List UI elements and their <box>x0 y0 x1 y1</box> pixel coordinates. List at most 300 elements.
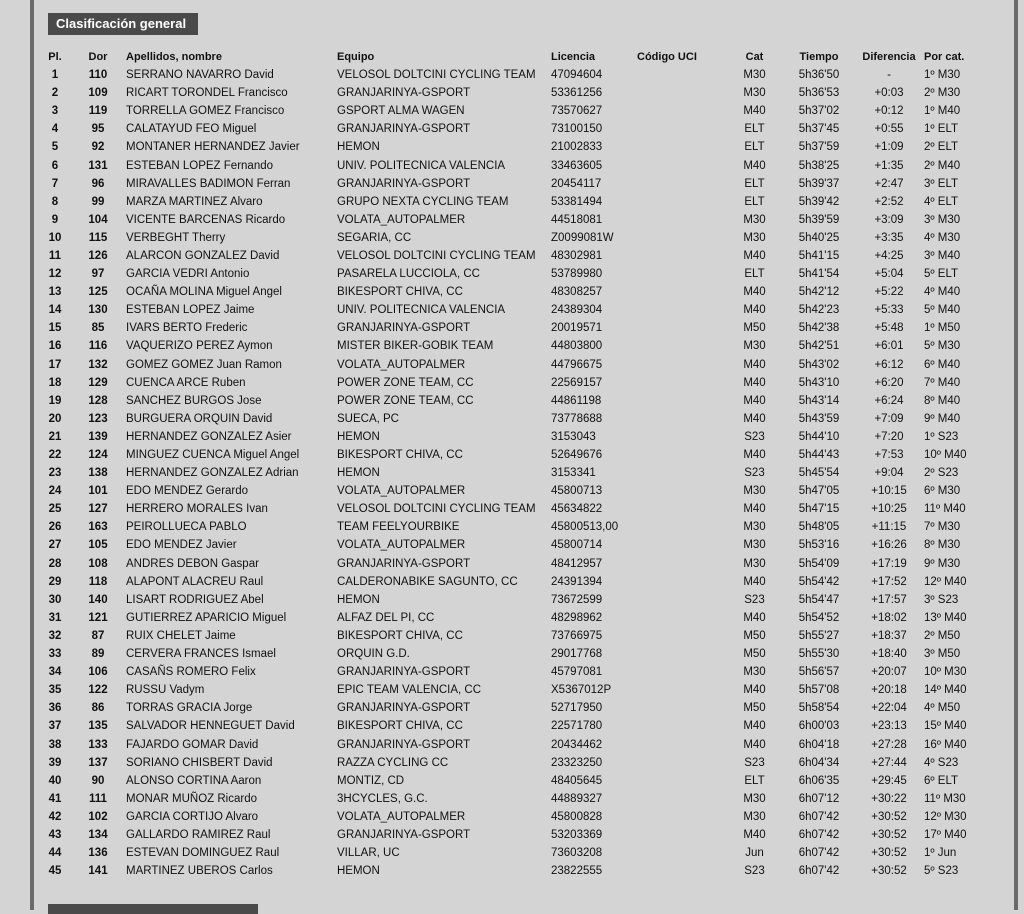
cell-licencia: 48302981 <box>551 249 603 262</box>
cell-category: M30 <box>743 87 766 100</box>
cell-category: M50 <box>743 322 766 335</box>
cell-uci <box>637 735 729 753</box>
cell-time: 6h06'35 <box>798 774 840 787</box>
cell-position: 13 <box>48 286 62 299</box>
cell-uci <box>637 772 729 790</box>
cell-category: S23 <box>744 467 765 480</box>
cell-name: ALAPONT ALACREU Raul <box>126 575 264 588</box>
cell-gap: +30:52 <box>871 847 907 860</box>
cell-bib: 163 <box>88 521 108 534</box>
cell-name: MONTANER HERNANDEZ Javier <box>126 141 300 154</box>
cell-gap: +29:45 <box>871 774 907 787</box>
cell-uci <box>637 482 729 500</box>
cell-gap: +3:35 <box>874 231 904 244</box>
cell-gap: +30:52 <box>871 810 907 823</box>
cell-position: 21 <box>48 430 62 443</box>
cell-uci <box>637 265 729 283</box>
table-row <box>40 735 979 753</box>
cell-name: LISART RODRIGUEZ Abel <box>126 593 264 606</box>
cell-team: VELOSOL DOLTCINI CYCLING TEAM <box>337 69 536 82</box>
cell-uci <box>637 826 729 844</box>
cell-gap: +20:07 <box>871 666 907 679</box>
cell-bib: 141 <box>88 865 108 878</box>
cell-name: VERBEGHT Therry <box>126 231 226 244</box>
cell-licencia: 3153341 <box>551 467 596 480</box>
cell-bib: 101 <box>88 485 108 498</box>
cell-licencia: 73570627 <box>551 105 603 118</box>
cell-category: M40 <box>743 611 766 624</box>
cell-time: 5h37'02 <box>798 105 840 118</box>
cell-category: M40 <box>743 684 766 697</box>
cell-bib: 119 <box>88 105 108 118</box>
cell-position: 36 <box>48 702 62 715</box>
table-row <box>40 337 979 355</box>
cell-team: GRANJARINYA-GSPORT <box>337 123 471 136</box>
cell-bib: 130 <box>88 304 108 317</box>
cell-licencia: 73766975 <box>551 629 603 642</box>
cell-uci <box>637 156 729 174</box>
col-header-dor: Dor <box>88 51 108 63</box>
cell-bib: 95 <box>91 123 105 136</box>
cell-position: 24 <box>48 485 62 498</box>
cell-team: HEMON <box>337 430 380 443</box>
cell-time: 5h54'09 <box>798 557 840 570</box>
cell-gap: +1:35 <box>874 159 904 172</box>
cell-team: VOLATA_AUTOPALMER <box>337 358 466 371</box>
cell-gap: +3:09 <box>874 213 904 226</box>
cell-name: MINGUEZ CUENCA Miguel Angel <box>126 449 300 462</box>
col-header-tiempo: Tiempo <box>799 51 839 63</box>
cell-uci <box>637 536 729 554</box>
cell-name: GOMEZ GOMEZ Juan Ramon <box>126 358 282 371</box>
table-row <box>40 790 979 808</box>
cell-time: 6h04'34 <box>798 756 840 769</box>
cell-bib: 126 <box>88 249 108 262</box>
cell-position: 25 <box>48 503 62 516</box>
cell-gap: +7:53 <box>874 449 904 462</box>
col-header-name: Apellidos, nombre <box>126 51 222 63</box>
cell-gap: +4:25 <box>874 249 904 262</box>
cell-gap: +6:01 <box>874 340 904 353</box>
cell-position: 8 <box>51 195 59 208</box>
cell-licencia: 73778688 <box>551 412 603 425</box>
cell-team: TEAM FEELYOURBIKE <box>337 521 460 534</box>
cell-position: 7 <box>51 177 59 190</box>
cell-team: VELOSOL DOLTCINI CYCLING TEAM <box>337 503 536 516</box>
cell-time: 5h40'25 <box>798 231 840 244</box>
cell-licencia: 22571780 <box>551 720 603 733</box>
cell-position: 9 <box>51 213 59 226</box>
cell-position: 34 <box>48 666 62 679</box>
cell-category-rank: 2º ELT <box>924 141 959 154</box>
cell-gap: +6:24 <box>874 394 904 407</box>
cell-licencia: 24389304 <box>551 304 603 317</box>
cell-category-rank: 9º M40 <box>924 412 961 425</box>
cell-category: M50 <box>743 629 766 642</box>
cell-category-rank: 11º M40 <box>924 503 966 516</box>
cell-uci <box>637 319 729 337</box>
cell-bib: 135 <box>88 720 108 733</box>
cell-category: M30 <box>743 539 766 552</box>
cell-category: S23 <box>744 756 765 769</box>
cell-uci <box>637 102 729 120</box>
cell-category-rank: 4º M50 <box>924 702 961 715</box>
cell-category-rank: 8º M40 <box>924 394 961 407</box>
cell-time: 5h47'15 <box>798 503 840 516</box>
cell-category: M40 <box>743 105 766 118</box>
cell-time: 5h43'02 <box>798 358 840 371</box>
cell-position: 29 <box>48 575 62 588</box>
cell-time: 6h00'03 <box>798 720 840 733</box>
table-row <box>40 265 979 283</box>
cell-time: 6h07'42 <box>798 810 840 823</box>
cell-position: 2 <box>51 87 59 100</box>
cell-team: POWER ZONE TEAM, CC <box>337 376 474 389</box>
cell-name: RUIX CHELET Jaime <box>126 629 236 642</box>
cell-time: 5h54'42 <box>798 575 840 588</box>
cell-position: 43 <box>48 828 62 841</box>
cell-bib: 136 <box>88 847 108 860</box>
cell-category: Jun <box>745 847 764 860</box>
cell-uci <box>637 247 729 265</box>
cell-uci <box>637 627 729 645</box>
cell-team: GRANJARINYA-GSPORT <box>337 557 471 570</box>
cell-team: POWER ZONE TEAM, CC <box>337 394 474 407</box>
section-title: Clasificación general <box>48 13 198 35</box>
cell-gap: - <box>887 69 891 82</box>
cell-position: 11 <box>48 249 62 262</box>
cell-category: M30 <box>743 231 766 244</box>
cell-uci <box>637 392 729 410</box>
cell-name: PEIROLLUECA PABLO <box>126 521 247 534</box>
cell-category-rank: 2º M40 <box>924 159 961 172</box>
cell-position: 30 <box>48 593 62 606</box>
cell-uci <box>637 573 729 591</box>
cell-name: EDO MENDEZ Gerardo <box>126 485 249 498</box>
cell-bib: 97 <box>91 268 105 281</box>
cell-category-rank: 5º M30 <box>924 340 961 353</box>
cell-time: 5h38'25 <box>798 159 840 172</box>
cell-team: GRANJARINYA-GSPORT <box>337 87 471 100</box>
cell-category-rank: 7º M30 <box>924 521 961 534</box>
cell-name: ANDRES DEBON Gaspar <box>126 557 259 570</box>
cell-position: 44 <box>48 847 62 860</box>
cell-category-rank: 3º M30 <box>924 213 961 226</box>
cell-category-rank: 1º M30 <box>924 69 961 82</box>
cell-gap: +5:22 <box>874 286 904 299</box>
cell-bib: 129 <box>88 376 108 389</box>
col-header-por-cat: Por cat. <box>924 51 965 63</box>
table-row <box>40 120 979 138</box>
cell-name: MIRAVALLES BADIMON Ferran <box>126 177 291 190</box>
cell-gap: +0:55 <box>874 123 904 136</box>
cell-position: 4 <box>51 123 59 136</box>
cell-category: M40 <box>743 394 766 407</box>
cell-position: 23 <box>48 467 62 480</box>
cell-gap: +2:52 <box>874 195 904 208</box>
cell-uci <box>637 138 729 156</box>
cell-licencia: 44796675 <box>551 358 603 371</box>
cell-team: GRANJARINYA-GSPORT <box>337 738 471 751</box>
cell-time: 5h57'08 <box>798 684 840 697</box>
cell-team: GRUPO NEXTA CYCLING TEAM <box>337 195 509 208</box>
cell-position: 5 <box>51 141 59 154</box>
cell-category: M30 <box>743 792 766 805</box>
cell-licencia: 73672599 <box>551 593 603 606</box>
cell-uci <box>637 356 729 374</box>
cell-licencia: 20454117 <box>551 177 602 190</box>
right-border <box>1014 0 1018 910</box>
cell-position: 10 <box>48 231 62 244</box>
cell-uci <box>637 175 729 193</box>
cell-category: ELT <box>744 195 765 208</box>
cell-category-rank: 9º M30 <box>924 557 961 570</box>
cell-gap: +20:18 <box>871 684 907 697</box>
cell-bib: 105 <box>88 539 108 552</box>
cell-bib: 123 <box>88 412 108 425</box>
cell-licencia: 73100150 <box>551 123 603 136</box>
cell-team: CALDERONABIKE SAGUNTO, CC <box>337 575 518 588</box>
cell-category: M40 <box>743 249 766 262</box>
cell-category-rank: 2º S23 <box>924 467 959 480</box>
cell-team: HEMON <box>337 865 380 878</box>
cell-time: 6h07'12 <box>798 792 840 805</box>
cell-category: M40 <box>743 720 766 733</box>
table-row <box>40 374 979 392</box>
cell-position: 6 <box>51 159 59 172</box>
cell-gap: +18:40 <box>871 648 907 661</box>
table-row <box>40 156 979 174</box>
cell-name: GALLARDO RAMIREZ Raul <box>126 828 271 841</box>
cell-name: GARCIA CORTIJO Alvaro <box>126 810 259 823</box>
cell-name: CUENCA ARCE Ruben <box>126 376 246 389</box>
cell-team: VOLATA_AUTOPALMER <box>337 213 466 226</box>
cell-licencia: 23323250 <box>551 756 603 769</box>
cell-bib: 87 <box>91 629 105 642</box>
cell-name: ALARCON GONZALEZ David <box>126 249 280 262</box>
cell-name: ESTEBAN LOPEZ Jaime <box>126 304 255 317</box>
cell-team: RAZZA CYCLING CC <box>337 756 449 769</box>
table-row <box>40 482 979 500</box>
cell-category-rank: 14º M40 <box>924 684 967 697</box>
cell-gap: +30:22 <box>871 792 907 805</box>
col-header-cat: Cat <box>745 51 764 63</box>
cell-name: RUSSU Vadym <box>126 684 205 697</box>
table-row <box>40 754 979 772</box>
cell-licencia: Z0099081W <box>551 231 614 244</box>
cell-uci <box>637 591 729 609</box>
cell-gap: +23:13 <box>871 720 907 733</box>
cell-team: GRANJARINYA-GSPORT <box>337 322 471 335</box>
cell-gap: +10:15 <box>871 485 907 498</box>
cell-gap: +7:20 <box>874 430 904 443</box>
cell-licencia: 48412957 <box>551 557 603 570</box>
cell-time: 5h47'05 <box>798 485 840 498</box>
cell-uci <box>637 464 729 482</box>
cell-team: VOLATA_AUTOPALMER <box>337 539 466 552</box>
cell-team: 3HCYCLES, G.C. <box>337 792 428 805</box>
cell-position: 31 <box>48 611 62 624</box>
cell-licencia: 48298962 <box>551 611 603 624</box>
cell-team: MISTER BIKER-GOBIK TEAM <box>337 340 494 353</box>
cell-category-rank: 1º M40 <box>924 105 961 118</box>
cell-uci <box>637 229 729 247</box>
cell-category-rank: 2º M30 <box>924 87 961 100</box>
cell-position: 35 <box>48 684 62 697</box>
cell-gap: +0:12 <box>874 105 904 118</box>
cell-gap: +5:04 <box>874 268 904 281</box>
cell-position: 28 <box>48 557 62 570</box>
cell-team: SEGARIA, CC <box>337 231 412 244</box>
cell-time: 5h43'59 <box>798 412 840 425</box>
cell-category: M40 <box>743 412 766 425</box>
cell-position: 38 <box>48 738 62 751</box>
cell-category-rank: 1º M50 <box>924 322 961 335</box>
cell-category-rank: 11º M30 <box>924 792 966 805</box>
cell-gap: +10:25 <box>871 503 907 516</box>
table-row <box>40 247 979 265</box>
cell-bib: 86 <box>91 702 105 715</box>
cell-category: S23 <box>744 593 765 606</box>
cell-uci <box>637 66 729 84</box>
cell-uci <box>637 120 729 138</box>
cell-gap: +6:12 <box>874 358 904 371</box>
cell-category: M30 <box>743 666 766 679</box>
cell-position: 33 <box>48 648 62 661</box>
cell-uci <box>637 681 729 699</box>
cell-licencia: 73603208 <box>551 847 603 860</box>
cell-uci <box>637 428 729 446</box>
cell-gap: +7:09 <box>874 412 904 425</box>
cell-licencia: 20434462 <box>551 738 603 751</box>
table-row <box>40 645 979 663</box>
cell-uci <box>637 211 729 229</box>
cell-category-rank: 6º M40 <box>924 358 961 371</box>
cell-category-rank: 8º M30 <box>924 539 961 552</box>
cell-time: 5h42'38 <box>798 322 840 335</box>
cell-bib: 128 <box>88 394 108 407</box>
cell-licencia: 44889327 <box>551 792 603 805</box>
cell-name: MARTINEZ UBEROS Carlos <box>126 865 273 878</box>
cell-bib: 118 <box>88 575 108 588</box>
cell-name: HERNANDEZ GONZALEZ Asier <box>126 430 292 443</box>
cell-category-rank: 12º M30 <box>924 810 967 823</box>
cell-category-rank: 1º Jun <box>924 847 957 860</box>
cell-category: M30 <box>743 810 766 823</box>
cell-gap: +6:20 <box>874 376 904 389</box>
cell-category: M40 <box>743 358 766 371</box>
cell-gap: +11:15 <box>871 521 907 534</box>
cell-time: 5h37'45 <box>798 123 840 136</box>
cell-name: GARCIA VEDRI Antonio <box>126 268 250 281</box>
cell-licencia: 45634822 <box>551 503 603 516</box>
cell-category-rank: 6º ELT <box>924 774 959 787</box>
cell-name: ESTEBAN LOPEZ Fernando <box>126 159 274 172</box>
cell-team: PASARELA LUCCIOLA, CC <box>337 268 480 281</box>
cell-team: VILLAR, UC <box>337 847 400 860</box>
cell-category-rank: 16º M40 <box>924 738 967 751</box>
cell-time: 5h44'10 <box>798 430 840 443</box>
results-table <box>40 48 979 880</box>
cell-position: 40 <box>48 774 62 787</box>
table-row <box>40 627 979 645</box>
cell-gap: +1:09 <box>874 141 904 154</box>
cell-gap: +17:19 <box>871 557 907 570</box>
cell-name: CASAÑS ROMERO Felix <box>126 666 256 679</box>
table-row <box>40 826 979 844</box>
cell-licencia: 45800713 <box>551 485 603 498</box>
cell-time: 5h41'54 <box>798 268 840 281</box>
cell-category: M40 <box>743 503 766 516</box>
cell-bib: 115 <box>88 231 108 244</box>
cell-uci <box>637 283 729 301</box>
next-section-bar <box>48 904 258 914</box>
cell-position: 3 <box>51 105 59 118</box>
cell-name: VICENTE BARCENAS Ricardo <box>126 213 286 226</box>
cell-position: 1 <box>51 69 59 82</box>
cell-time: 5h36'50 <box>798 69 840 82</box>
cell-team: MONTIZ, CD <box>337 774 405 787</box>
cell-bib: 122 <box>88 684 108 697</box>
table-header-row <box>40 48 979 66</box>
cell-team: SUECA, PC <box>337 412 399 425</box>
cell-name: VAQUERIZO PEREZ Aymon <box>126 340 273 353</box>
cell-category: M50 <box>743 702 766 715</box>
cell-category-rank: 7º M40 <box>924 376 961 389</box>
cell-time: 6h07'42 <box>798 865 840 878</box>
cell-category: M50 <box>743 648 766 661</box>
cell-time: 6h07'42 <box>798 828 840 841</box>
cell-time: 5h56'57 <box>798 666 840 679</box>
cell-uci <box>637 699 729 717</box>
cell-team: VELOSOL DOLTCINI CYCLING TEAM <box>337 249 536 262</box>
cell-team: UNIV. POLITECNICA VALENCIA <box>337 304 506 317</box>
cell-category: M30 <box>743 69 766 82</box>
cell-time: 5h42'23 <box>798 304 840 317</box>
cell-position: 18 <box>48 376 62 389</box>
cell-licencia: 48308257 <box>551 286 603 299</box>
table-row <box>40 211 979 229</box>
cell-name: GUTIERREZ APARICIO Miguel <box>126 611 287 624</box>
cell-bib: 110 <box>88 69 108 82</box>
left-border <box>30 0 34 910</box>
cell-position: 16 <box>48 340 62 353</box>
cell-licencia: 53203369 <box>551 828 603 841</box>
cell-team: ORQUIN G.D. <box>337 648 410 661</box>
cell-position: 42 <box>48 810 62 823</box>
cell-bib: 89 <box>91 648 105 661</box>
table-row <box>40 175 979 193</box>
cell-bib: 90 <box>91 774 105 787</box>
col-header-team: Equipo <box>337 51 375 63</box>
table-row <box>40 138 979 156</box>
cell-bib: 140 <box>88 593 108 606</box>
cell-uci <box>637 645 729 663</box>
cell-time: 5h37'59 <box>798 141 840 154</box>
cell-category-rank: 1º ELT <box>924 123 959 136</box>
cell-time: 5h43'14 <box>798 394 840 407</box>
cell-licencia: 24391394 <box>551 575 603 588</box>
cell-team: UNIV. POLITECNICA VALENCIA <box>337 159 506 172</box>
cell-team: GRANJARINYA-GSPORT <box>337 828 471 841</box>
cell-time: 5h43'10 <box>798 376 840 389</box>
cell-gap: +17:52 <box>871 575 907 588</box>
cell-team: ALFAZ DEL PI, CC <box>337 611 435 624</box>
cell-uci <box>637 862 729 880</box>
table-row <box>40 808 979 826</box>
cell-team: BIKESPORT CHIVA, CC <box>337 286 463 299</box>
cell-team: BIKESPORT CHIVA, CC <box>337 629 463 642</box>
